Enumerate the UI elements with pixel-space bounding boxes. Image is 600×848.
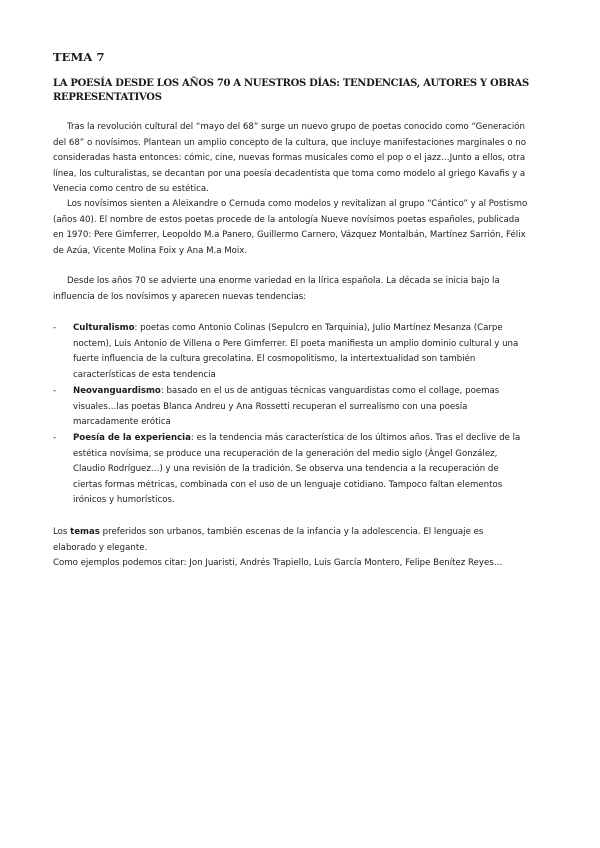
closing-post: preferidos son urbanos, también escenas de la infancia y la adolescencia. El lenguaje es elaborado y elegante. <box>53 527 484 553</box>
intro-paragraph-2: Los novísimos sienten a Aleixandre o Cernuda como modelos y revitalizan al grupo “Cántico” y al Postismo (años 40). El nombre de estos poetas procede de la antología Nueve novísimos poetas españoles, publicada en 1970: Pere Gimferrer, Leopoldo M.a Panero, Guillermo Carnero, Vázquez Montalbán, Martínez Sarrión, Félix de Azúa, Vicente Molina Foix y Ana M.a Moix. <box>53 199 528 256</box>
list-item-separator: : <box>134 323 141 333</box>
list-item-term: Culturalismo <box>73 323 135 333</box>
list-item-description: poetas como Antonio Colinas (Sepulcro en Tarquinia), Julio Martínez Mesanza (Carpe noctem), Luis Antonio de Villena o Pere Gimferrer. El poeta manifiesta un amplio dominio cultural y una fuerte influencia de la cultura grecolatina. El cosmopolitismo, la intertextualidad son también características de esta tendencia <box>73 323 519 380</box>
list-item-text <box>73 431 525 509</box>
intro-paragraph-1: Tras la revolución cultural del “mayo del 68” surge un nuevo grupo de poetas conocido como “Generación del 68” o novísimos. Plantean un amplio concepto de la cultura, que incluye manifestaciones marginales o no consideradas hasta entonces: cómic, cine, nuevas formas musicales como el pop o el jazz…Junto a ellos, otra línea, los culturalistas, se decantan por una poesía decadentista que toma como modelo al griego Kavafis y a Venecia como centro de su estética. <box>53 122 526 194</box>
closing-term: temas <box>70 527 100 537</box>
list-item-text <box>73 384 525 431</box>
closing-examples: Como ejemplos podemos citar: Jon Juaristi, Andrés Trapiello, Luis García Montero, Felipe Benítez Reyes… <box>53 558 503 568</box>
intro-paragraph-3: Desde los años 70 se advierte una enorme variedad en la lírica española. La década se inicia bajo la influencia de los novísimos y aparecen nuevas tendencias: <box>53 276 500 302</box>
list-item-separator: : <box>190 433 197 443</box>
list-dash: - <box>53 386 57 396</box>
list-item-description: basado en el us de antiguas técnicas vanguardistas como el collage, poemas visuales…las poetas Blanca Andreu y Ana Rossetti recuperan el surrealismo con una poesía marcadamente erótica <box>73 386 500 427</box>
list-item-text <box>73 321 525 383</box>
list-item-term: Neovanguardismo <box>73 386 161 396</box>
list-item-separator: : <box>160 386 167 396</box>
list-dash: - <box>53 433 57 443</box>
list-item-term: Poesía de la experiencia <box>73 433 191 443</box>
list-item-description: es la tendencia más característica de los últimos años. Tras el declive de la estética novísima, se produce una recuperación de la generación del medio siglo (Ángel González, Claudio Rodríguez…) y una revisión de la tradición. Se observa una tendencia a la recuperación de ciertas formas métricas, combinada con el uso de un lenguaje cotidiano. Tampoco faltan elementos irónicos y humorísticos. <box>73 433 521 505</box>
page-subtitle: LA POESÍA DESDE LOS AÑOS 70 A NUESTROS DÍAS: TENDENCIAS, AUTORES Y OBRAS REPRESENTATIVOS <box>53 78 529 103</box>
closing-paragraph <box>53 525 528 572</box>
list-dash: - <box>53 323 57 333</box>
closing-pre: Los <box>53 527 71 537</box>
page-title: TEMA 7 <box>53 50 105 64</box>
